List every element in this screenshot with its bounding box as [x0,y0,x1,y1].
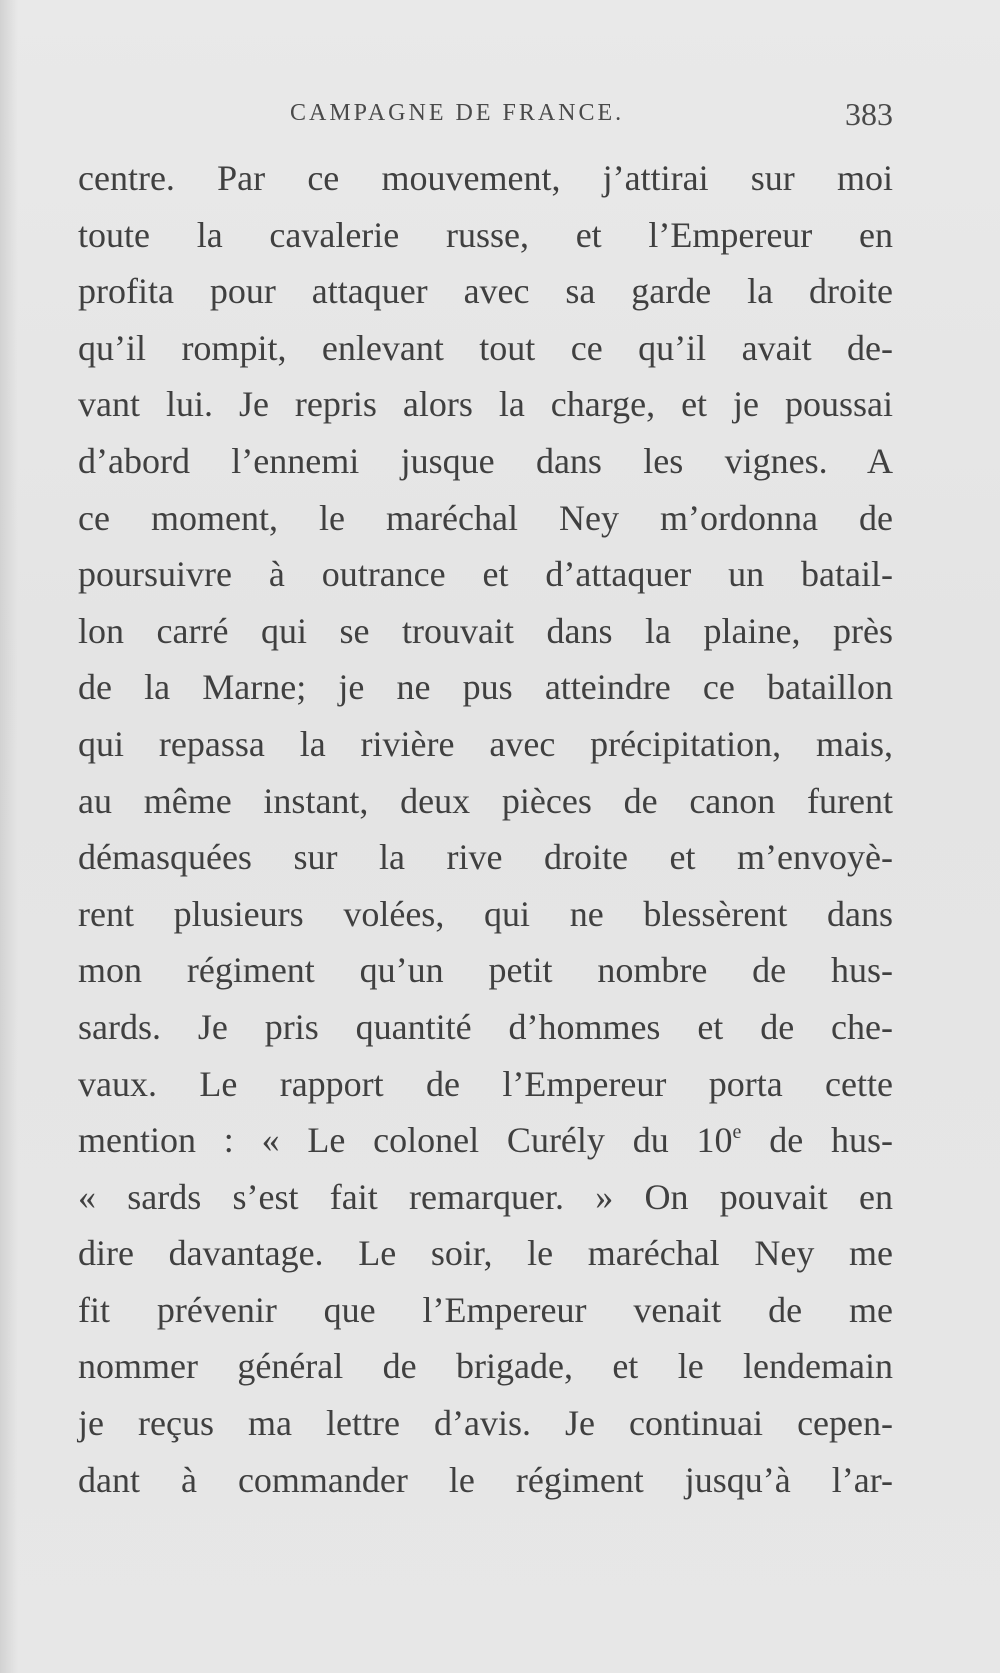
text-line: de la Marne; je ne pus atteindre ce bataillon [78,667,893,708]
body-text [78,150,893,1508]
text-segment: mention : « Le colonel Curély du 10 [78,1120,733,1161]
text-line: sards. Je pris quantité d’hommes et de che- [78,1006,893,1047]
text-line: poursuivre à outrance et d’attaquer un batail- [78,554,893,595]
text-line: ce moment, le maréchal Ney m’ordonna de [78,497,893,538]
text-line: dire davantage. Le soir, le maréchal Ney me [78,1233,893,1274]
text-line: rent plusieurs volées, qui ne blessèrent dans [78,893,893,934]
text-line: d’abord l’ennemi jusque dans les vignes. A [78,440,893,481]
page-number: 383 [845,96,893,132]
text-line: je reçus ma lettre d’avis. Je continuai cepen- [78,1403,893,1444]
text-line: qu’il rompit, enlevant tout ce qu’il avait de- [78,327,893,368]
text-line: vaux. Le rapport de l’Empereur porta cette [78,1063,893,1104]
text-line: mon régiment qu’un petit nombre de hus- [78,950,893,991]
text-line: dant à commander le régiment jusqu’à l’ar- [78,1459,893,1500]
superscript-ordinal: e [732,1121,742,1144]
text-line: vant lui. Je repris alors la charge, et je poussai [78,384,893,425]
text-line: au même instant, deux pièces de canon furent [78,780,893,821]
text-line: toute la cavalerie russe, et l’Empereur en [78,214,893,255]
text-line-with-superscript [78,1112,893,1169]
text-line: fit prévenir que l’Empereur venait de me [78,1289,893,1330]
running-head [78,96,893,140]
text-line: démasquées sur la rive droite et m’envoyè- [78,837,893,878]
running-head-title: CAMPAGNE DE FRANCE. [290,100,625,126]
text-line: lon carré qui se trouvait dans la plaine, près [78,610,893,651]
text-line: nommer général de brigade, et le lendemain [78,1346,893,1387]
text-line: « sards s’est fait remarquer. » On pouvait en [78,1176,893,1217]
text-segment: de hus- [741,1120,893,1161]
text-line: qui repassa la rivière avec précipitation, mais, [78,723,893,764]
text-line: centre. Par ce mouvement, j’attirai sur moi [78,158,893,198]
text-line: profita pour attaquer avec sa garde la droite [78,271,893,312]
